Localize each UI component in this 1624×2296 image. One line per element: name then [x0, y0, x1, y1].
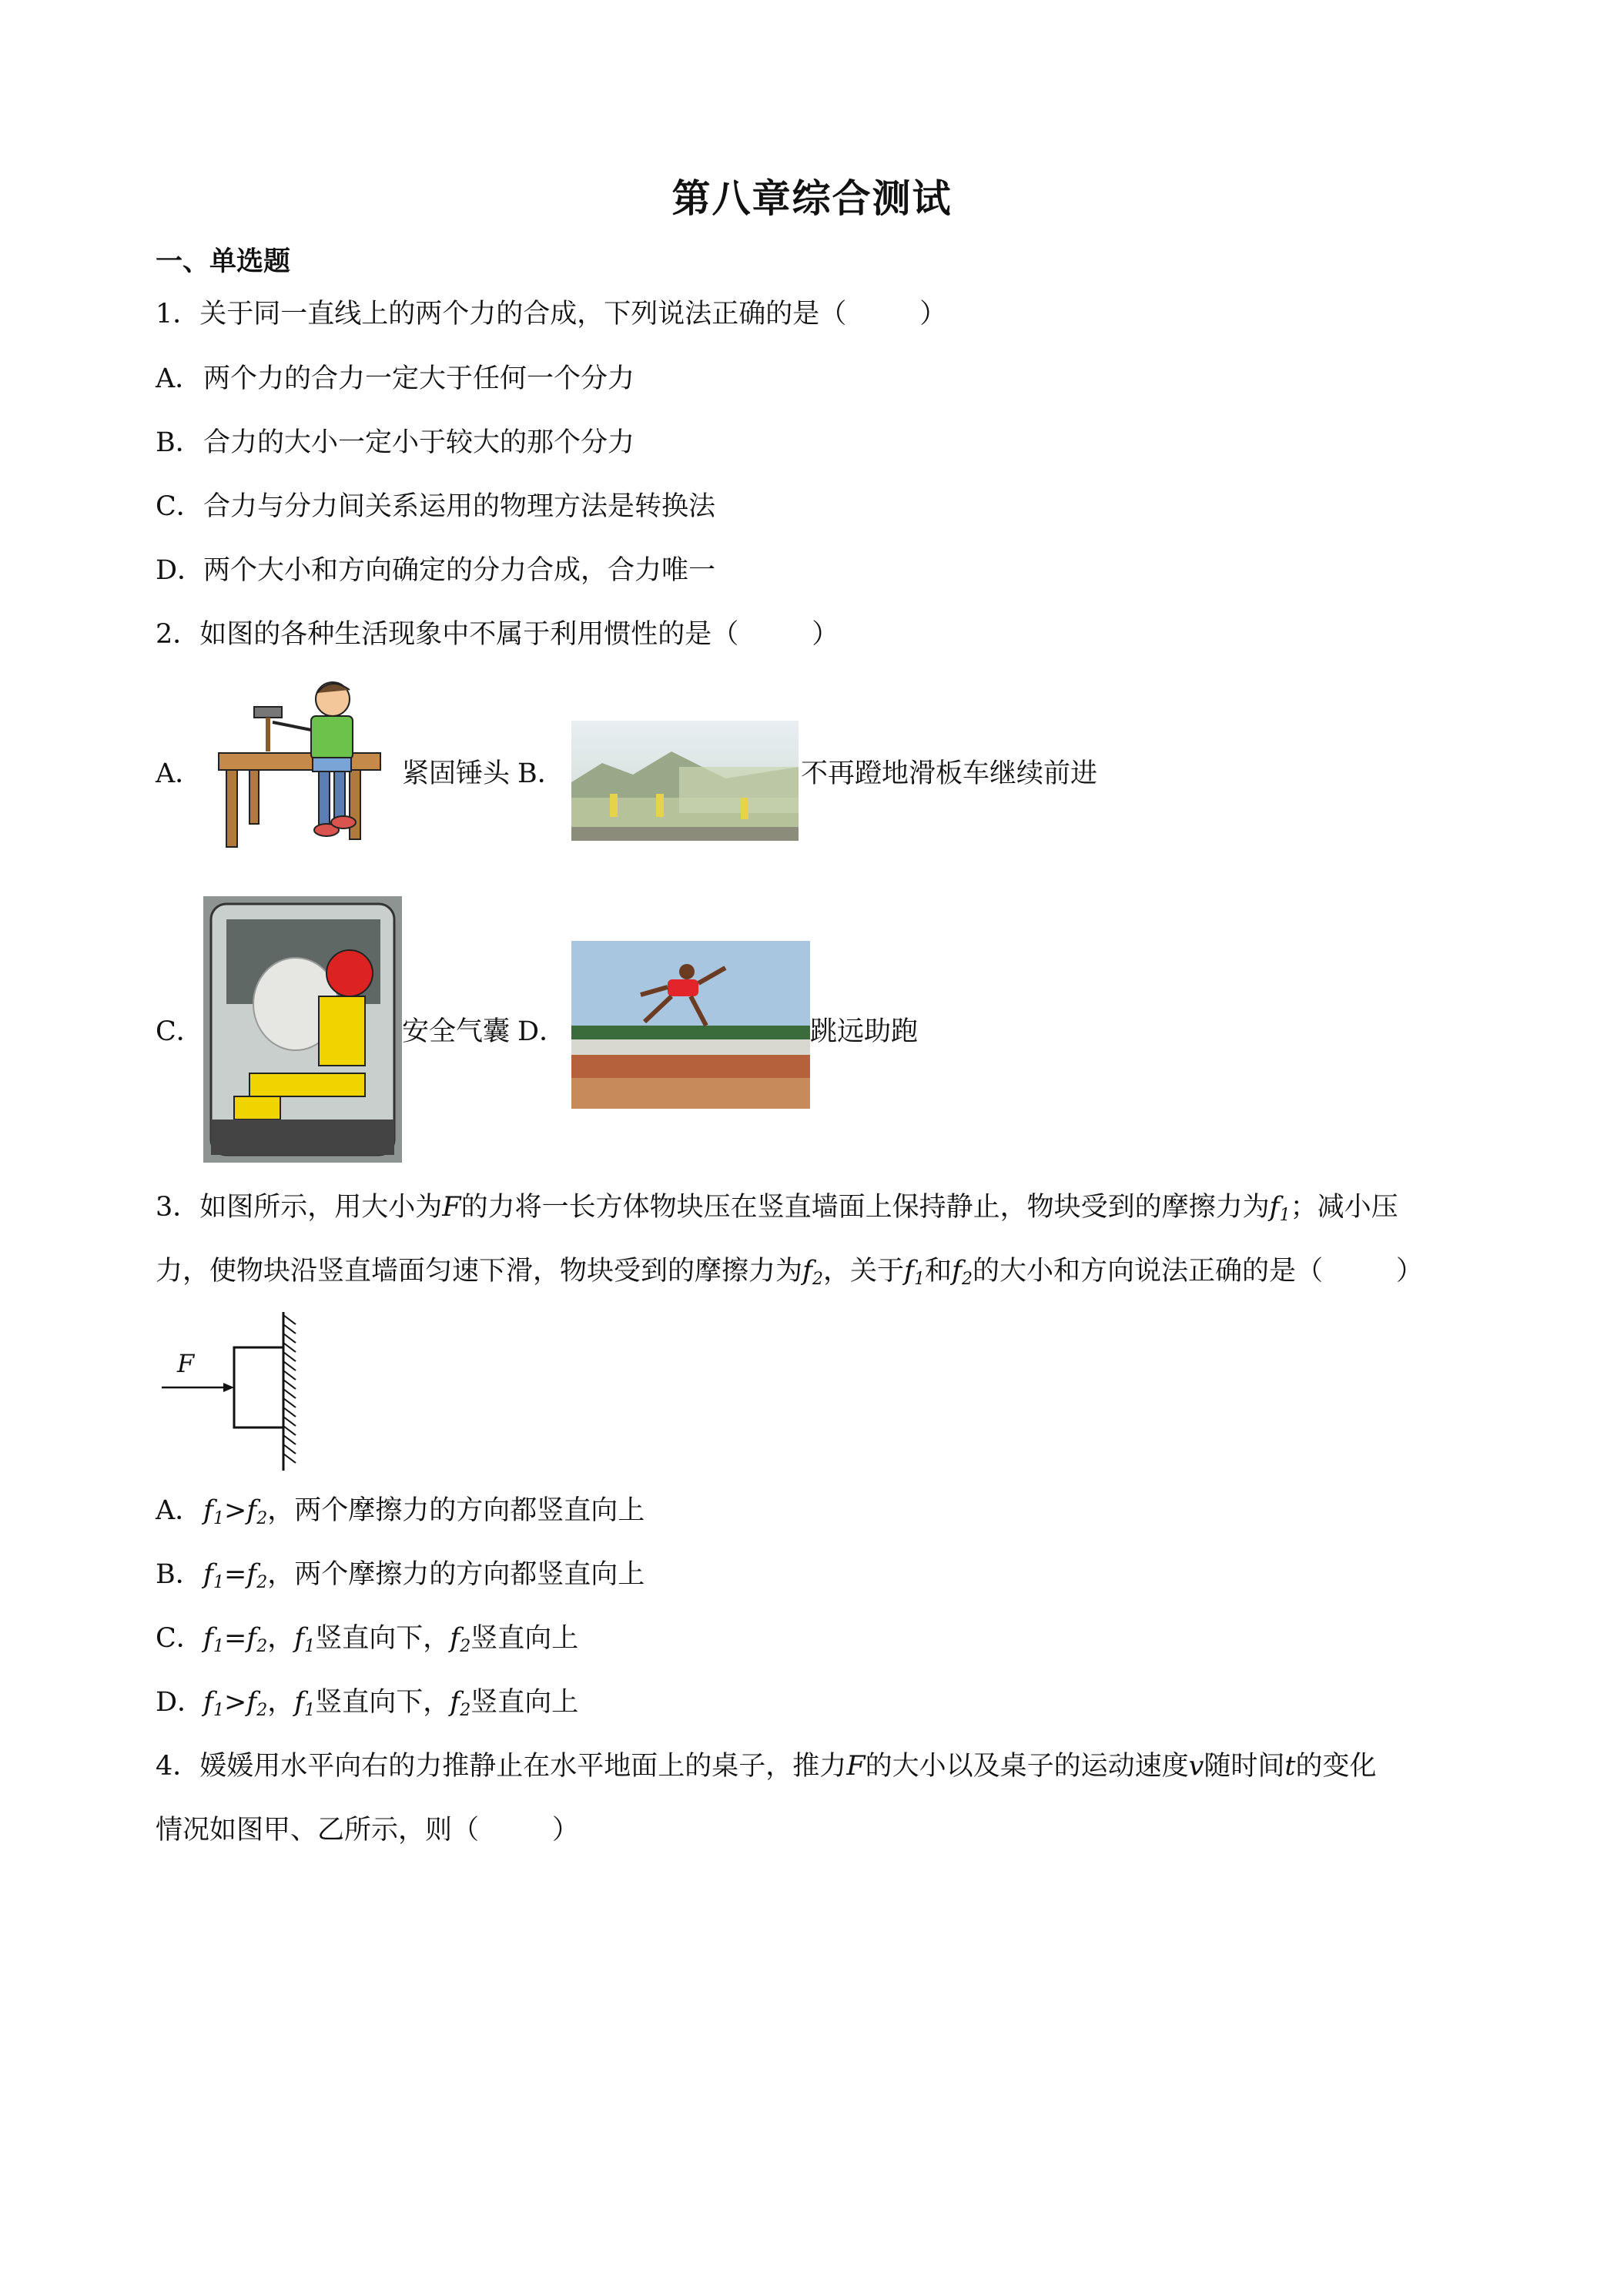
q1-option-a: A．两个力的合力一定大于任何一个分力 [156, 363, 635, 394]
q2-option-a-label: A． [156, 758, 203, 789]
q3-option-b: B．$f_1=f_2$，两个摩擦力的方向都竖直向上 [156, 1559, 645, 1592]
force-label: F [177, 1349, 195, 1378]
q2-option-c-label: C． [156, 1016, 203, 1047]
section-heading: 一、单选题 [156, 246, 291, 277]
q3-option-c: C．$f_1=f_2$，$f_1$竖直向下，$f_2$竖直向上 [156, 1623, 579, 1656]
page-title: 第八章综合测试 [671, 176, 953, 221]
question-4-line-1: 4．媛媛用水平向右的力推静止在水平地面上的桌子，推力F的大小以及桌子的运动速度v随时间t的变化 [156, 1751, 1377, 1782]
hammer-man-image [203, 676, 402, 862]
question-2-stem: 2．如图的各种生活现象中不属于利用惯性的是（ ） [156, 619, 839, 650]
q2-option-a-text: 紧固锤头 B． [402, 758, 564, 789]
airbag-image [203, 896, 402, 1163]
question-3-line-2: 力，使物块沿竖直墙面匀速下滑，物块受到的摩擦力为$f_2$，关于$f_1$和$f_2$的大小和方向说法正确的是（ ） [156, 1256, 1423, 1289]
q1-option-c: C．合力与分力间关系运用的物理方法是转换法 [156, 491, 716, 522]
q3-option-a: A．$f_1>f_2$，两个摩擦力的方向都竖直向上 [156, 1495, 645, 1528]
q2-option-d-text: 跳远助跑 [810, 1016, 919, 1047]
q1-option-b: B．合力的大小一定小于较大的那个分力 [156, 427, 635, 458]
q1-option-d: D．两个大小和方向确定的分力合成，合力唯一 [156, 555, 716, 586]
q2-option-b-text: 不再蹬地滑板车继续前进 [801, 758, 1098, 789]
long-jump-image [571, 941, 810, 1109]
q3-option-d: D．$f_1>f_2$，$f_1$竖直向下，$f_2$竖直向上 [156, 1687, 579, 1720]
question-3-line-1: 3．如图所示，用大小为F的力将一长方体物块压在竖直墙面上保持静止，物块受到的摩擦力为$f_1$；减小压 [156, 1192, 1398, 1225]
question-4-line-2: 情况如图甲、乙所示，则（ ） [156, 1815, 580, 1846]
scooter-image [571, 721, 799, 841]
force-wall-diagram [159, 1309, 313, 1474]
question-1-stem: 1．关于同一直线上的两个力的合成，下列说法正确的是（ ） [156, 299, 947, 330]
q2-option-c-text: 安全气囊 D． [402, 1016, 567, 1047]
